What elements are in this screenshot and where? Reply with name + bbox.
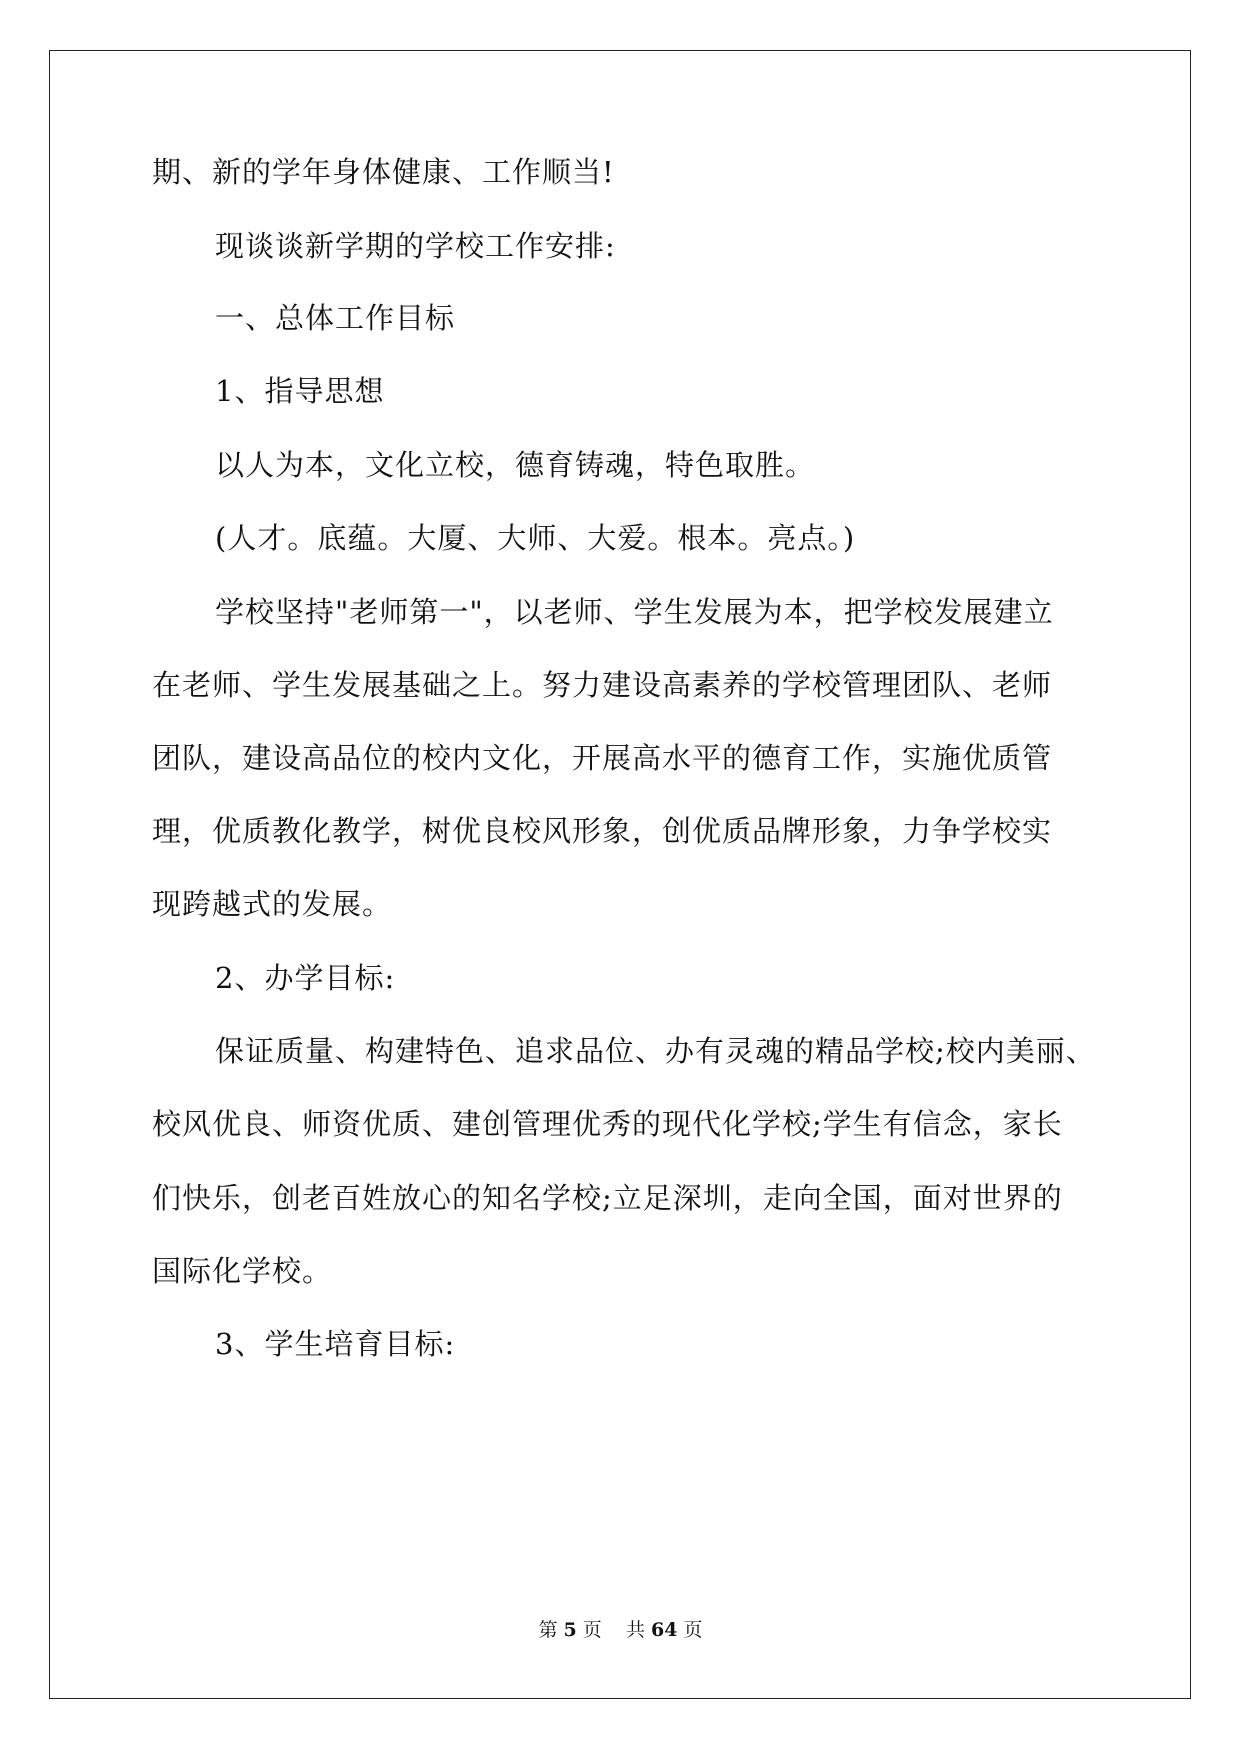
footer-mid: 页 共 (582, 1619, 645, 1641)
paragraph-line: 以人为本，文化立校，德育铸魂，特色取胜。 (215, 448, 816, 482)
paragraph-line: 理，优质教化教学，树优良校风形象，创优质品牌形象，力争学校实 (152, 814, 1053, 848)
subsection-heading: 1、指导思想 (215, 374, 385, 408)
paragraph-line: 期、新的学年身体健康、工作顺当! (152, 155, 615, 189)
paragraph-line: (人才。底蕴。大厦、大师、大爱。根本。亮点。) (215, 521, 856, 555)
footer-suffix: 页 (683, 1619, 703, 1641)
footer-prefix: 第 (538, 1619, 558, 1641)
paragraph-line: 现跨越式的发展。 (152, 887, 393, 921)
paragraph-line: 在老师、学生发展基础之上。努力建设高素养的学校管理团队、老师 (152, 668, 1053, 702)
page-number-footer (0, 1616, 1241, 1644)
paragraph-line: 国际化学校。 (152, 1254, 333, 1288)
current-page-number: 5 (563, 1619, 577, 1641)
total-page-number: 64 (651, 1619, 678, 1641)
paragraph-line: 团队，建设高品位的校内文化，开展高水平的德育工作，实施优质管 (152, 741, 1053, 775)
paragraph-line: 保证质量、构建特色、追求品位、办有灵魂的精品学校;校内美丽、 (215, 1034, 1096, 1068)
paragraph-line: 们快乐，创老百姓放心的知名学校;立足深圳，走向全国，面对世界的 (152, 1181, 1063, 1215)
paragraph-line: 现谈谈新学期的学校工作安排: (215, 229, 616, 263)
paragraph-line: 学校坚持"老师第一"，以老师、学生发展为本，把学校发展建立 (215, 595, 1054, 629)
subsection-heading: 2、办学目标: (215, 961, 396, 995)
subsection-heading: 3、学生培育目标: (215, 1327, 456, 1361)
paragraph-line: 校风优良、师资优质、建创管理优秀的现代化学校;学生有信念，家长 (152, 1107, 1063, 1141)
section-heading: 一、总体工作目标 (215, 301, 456, 335)
